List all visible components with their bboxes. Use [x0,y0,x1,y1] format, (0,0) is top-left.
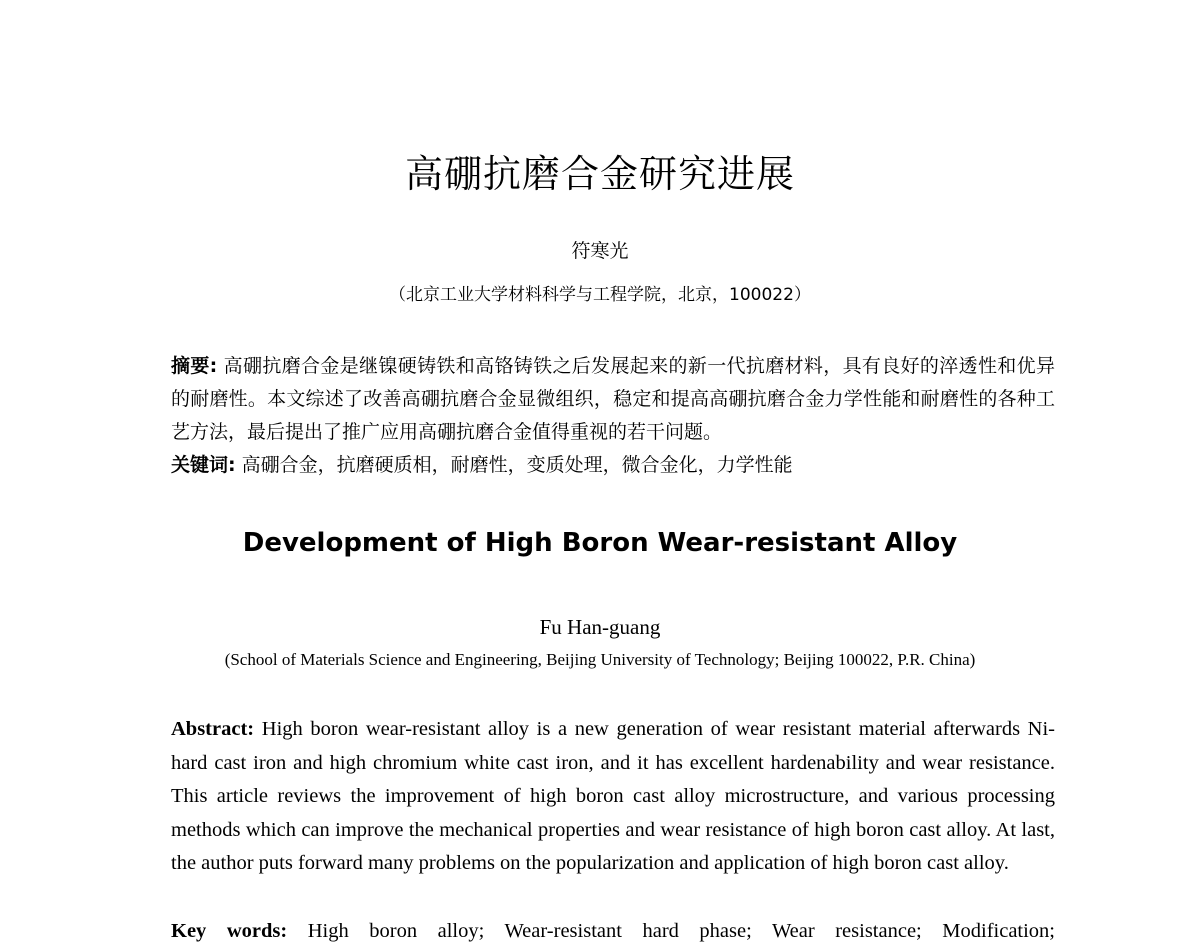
english-author: Fu Han-guang [539,615,661,639]
chinese-keywords-text: 高硼合金，抗磨硬质相，耐磨性，变质处理，微合金化，力学性能 [241,454,793,476]
english-keywords-label: Key words: [171,920,288,942]
english-abstract-label: Abstract: [171,718,255,740]
chinese-abstract [171,350,1055,449]
chinese-abstract-label: 摘要: [171,355,218,377]
chinese-affiliation: （北京工业大学材料科学与工程学院，北京，100022） [389,285,811,305]
chinese-keywords [171,449,1055,482]
english-title: Development of High Boron Wear-resistant Alloy [242,528,958,558]
chinese-abstract-text: 高硼抗磨合金是继镍硬铸铁和高铬铸铁之后发展起来的新一代抗磨材料，具有良好的淬透性和优异的耐磨性。本文综述了改善高硼抗磨合金显微组织，稳定和提高高硼抗磨合金力学性能和耐磨性的各种工艺方法，最后提出了推广应用高硼抗磨合金值得重视的若干问题。 [171,355,1055,443]
english-abstract [171,713,1055,881]
english-affiliation: (School of Materials Science and Engineering, Beijing University of Technology; Beijing 100022, P.R. China) [224,650,976,669]
english-keywords-text: High boron alloy; Wear-resistant hard phase; Wear resistance; Modification; [307,920,1055,942]
english-abstract-text: High boron wear-resistant alloy is a new generation of wear resistant material afterwards Ni-hard cast iron and high chromium white cast iron, and it has excellent hardenability and wear resistance. This article reviews the improvement of high boron cast alloy microstructure, and various processing methods which can improve the mechanical properties and wear resistance of high boron cast alloy. At last, the author puts forward many problems on the popularization and application of high boron cast alloy. [171,718,1056,875]
chinese-title: 高硼抗磨合金研究进展 [404,152,795,196]
english-keywords [171,915,1055,949]
chinese-keywords-label: 关键词: [171,454,236,476]
chinese-author: 符寒光 [571,240,629,262]
